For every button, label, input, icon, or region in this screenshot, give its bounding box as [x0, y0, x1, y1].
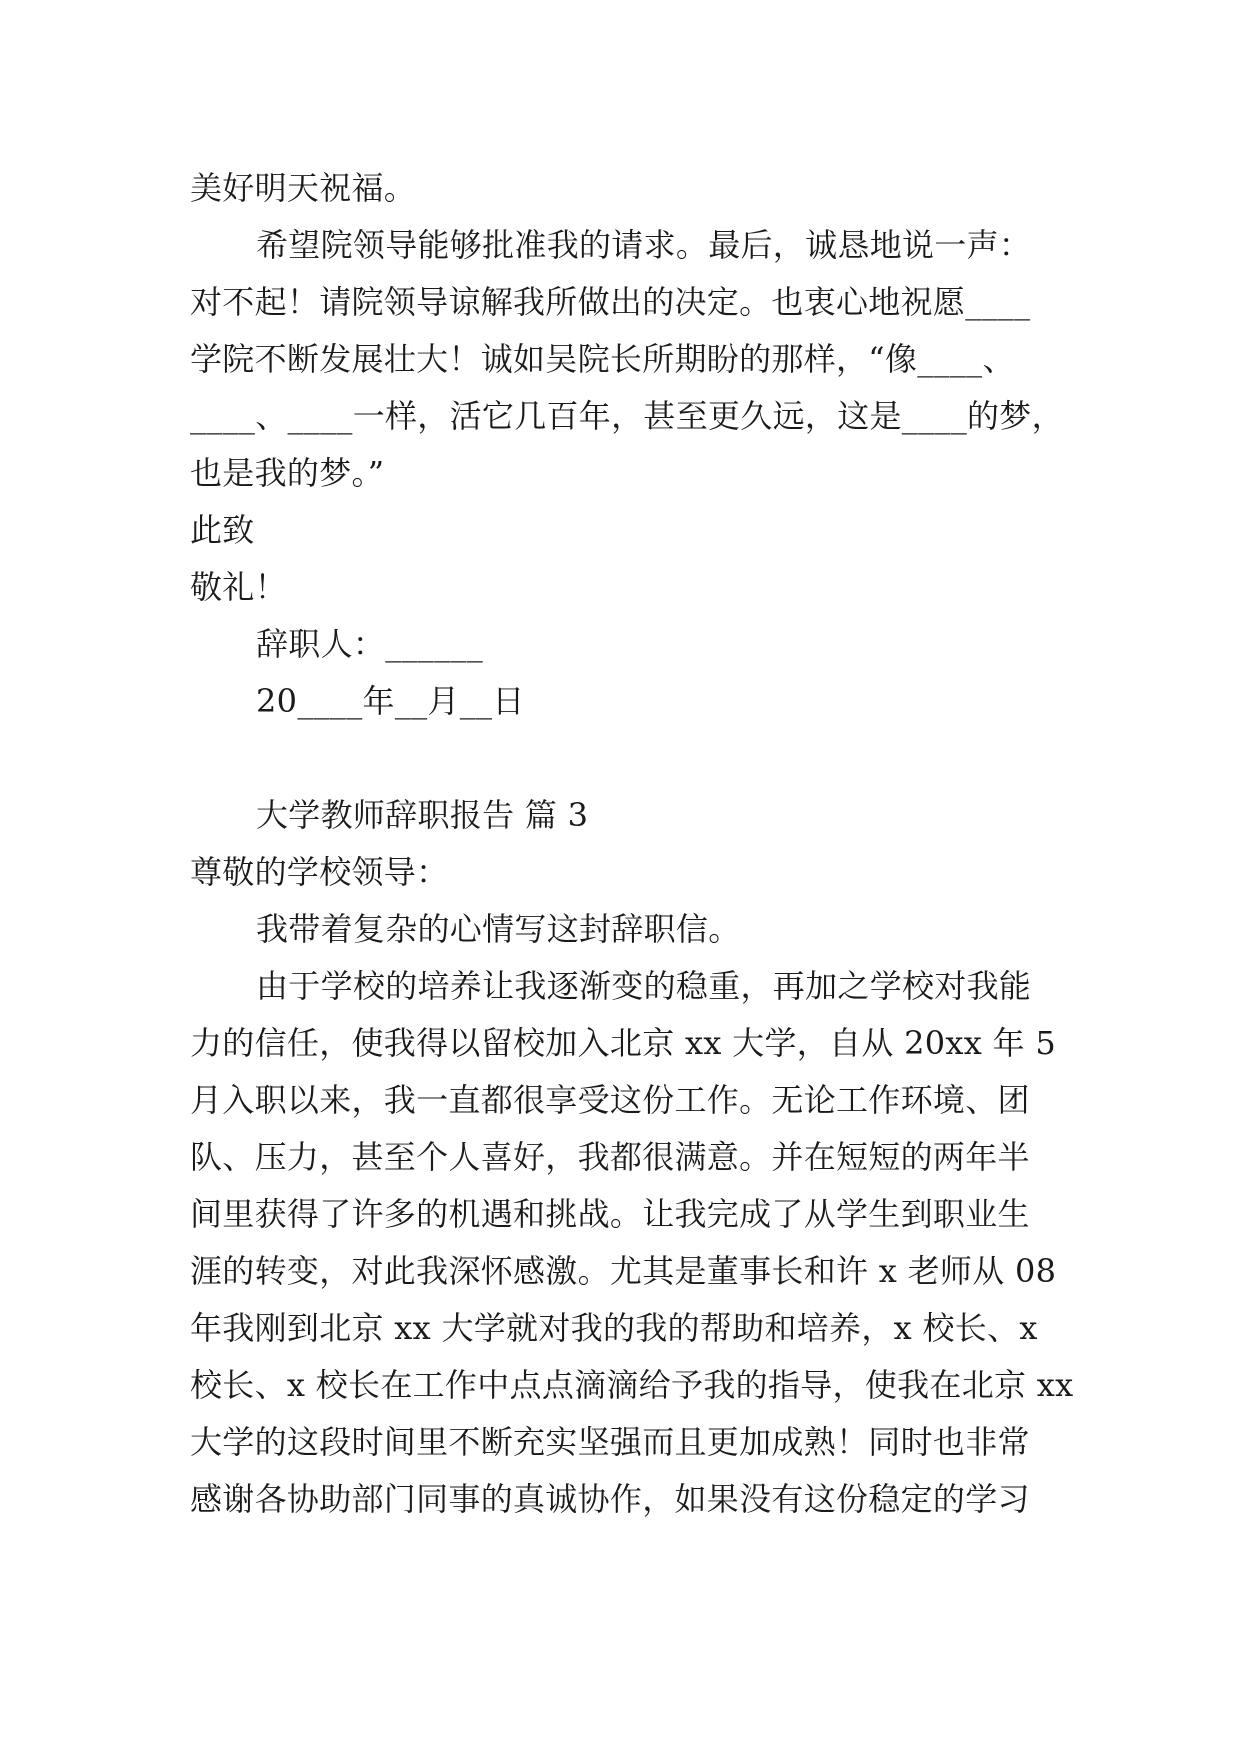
text-line: 希望院领导能够批准我的请求。最后，诚恳地说一声： — [256, 226, 1032, 264]
text-line: 我带着复杂的心情写这封辞职信。 — [256, 910, 741, 948]
text-line: 美好明天祝福。 — [190, 169, 417, 207]
text-line: 队、压力，甚至个人喜好，我都很满意。并在短短的两年半 — [190, 1138, 1030, 1176]
text-line: 力的信任，使我得以留校加入北京 xx 大学，自从 20xx 年 5 — [190, 1024, 1057, 1062]
text-line: 对不起！请院领导谅解我所做出的决定。也衷心地祝愿____ — [190, 283, 1031, 321]
text-line: 月入职以来，我一直都很享受这份工作。无论工作环境、团 — [190, 1081, 1030, 1119]
text-line: 校长、x 校长在工作中点点滴滴给予我的指导，使我在北京 xx — [190, 1366, 1074, 1404]
text-line: 也是我的梦。” — [190, 454, 385, 492]
date-line: 20____年__月__日 — [256, 682, 525, 720]
text-line: 涯的转变，对此我深怀感激。尤其是董事长和许 x 老师从 08 — [190, 1252, 1057, 1290]
signature-line: 辞职人：______ — [256, 625, 484, 663]
text-line: ____、____一样，活它几百年，甚至更久远，这是____的梦， — [190, 397, 1064, 435]
text-line: 由于学校的培养让我逐渐变的稳重，再加之学校对我能 — [256, 967, 1032, 1005]
text-line: 大学的这段时间里不断充实坚强而且更加成熟！同时也非常 — [190, 1423, 1030, 1461]
section-title: 大学教师辞职报告 篇 3 — [256, 796, 589, 834]
text-line: 感谢各协助部门同事的真诚协作，如果没有这份稳定的学习 — [190, 1480, 1030, 1518]
closing-regards: 敬礼！ — [190, 568, 287, 606]
closing-salutation: 此致 — [190, 511, 255, 549]
text-line: 学院不断发展壮大！诚如吴院长所期盼的那样，“像____、 — [190, 340, 1015, 378]
text-line: 年我刚到北京 xx 大学就对我的我的帮助和培养，x 校长、x — [190, 1309, 1038, 1347]
greeting: 尊敬的学校领导： — [190, 853, 449, 891]
text-line: 间里获得了许多的机遇和挑战。让我完成了从学生到职业生 — [190, 1195, 1030, 1233]
